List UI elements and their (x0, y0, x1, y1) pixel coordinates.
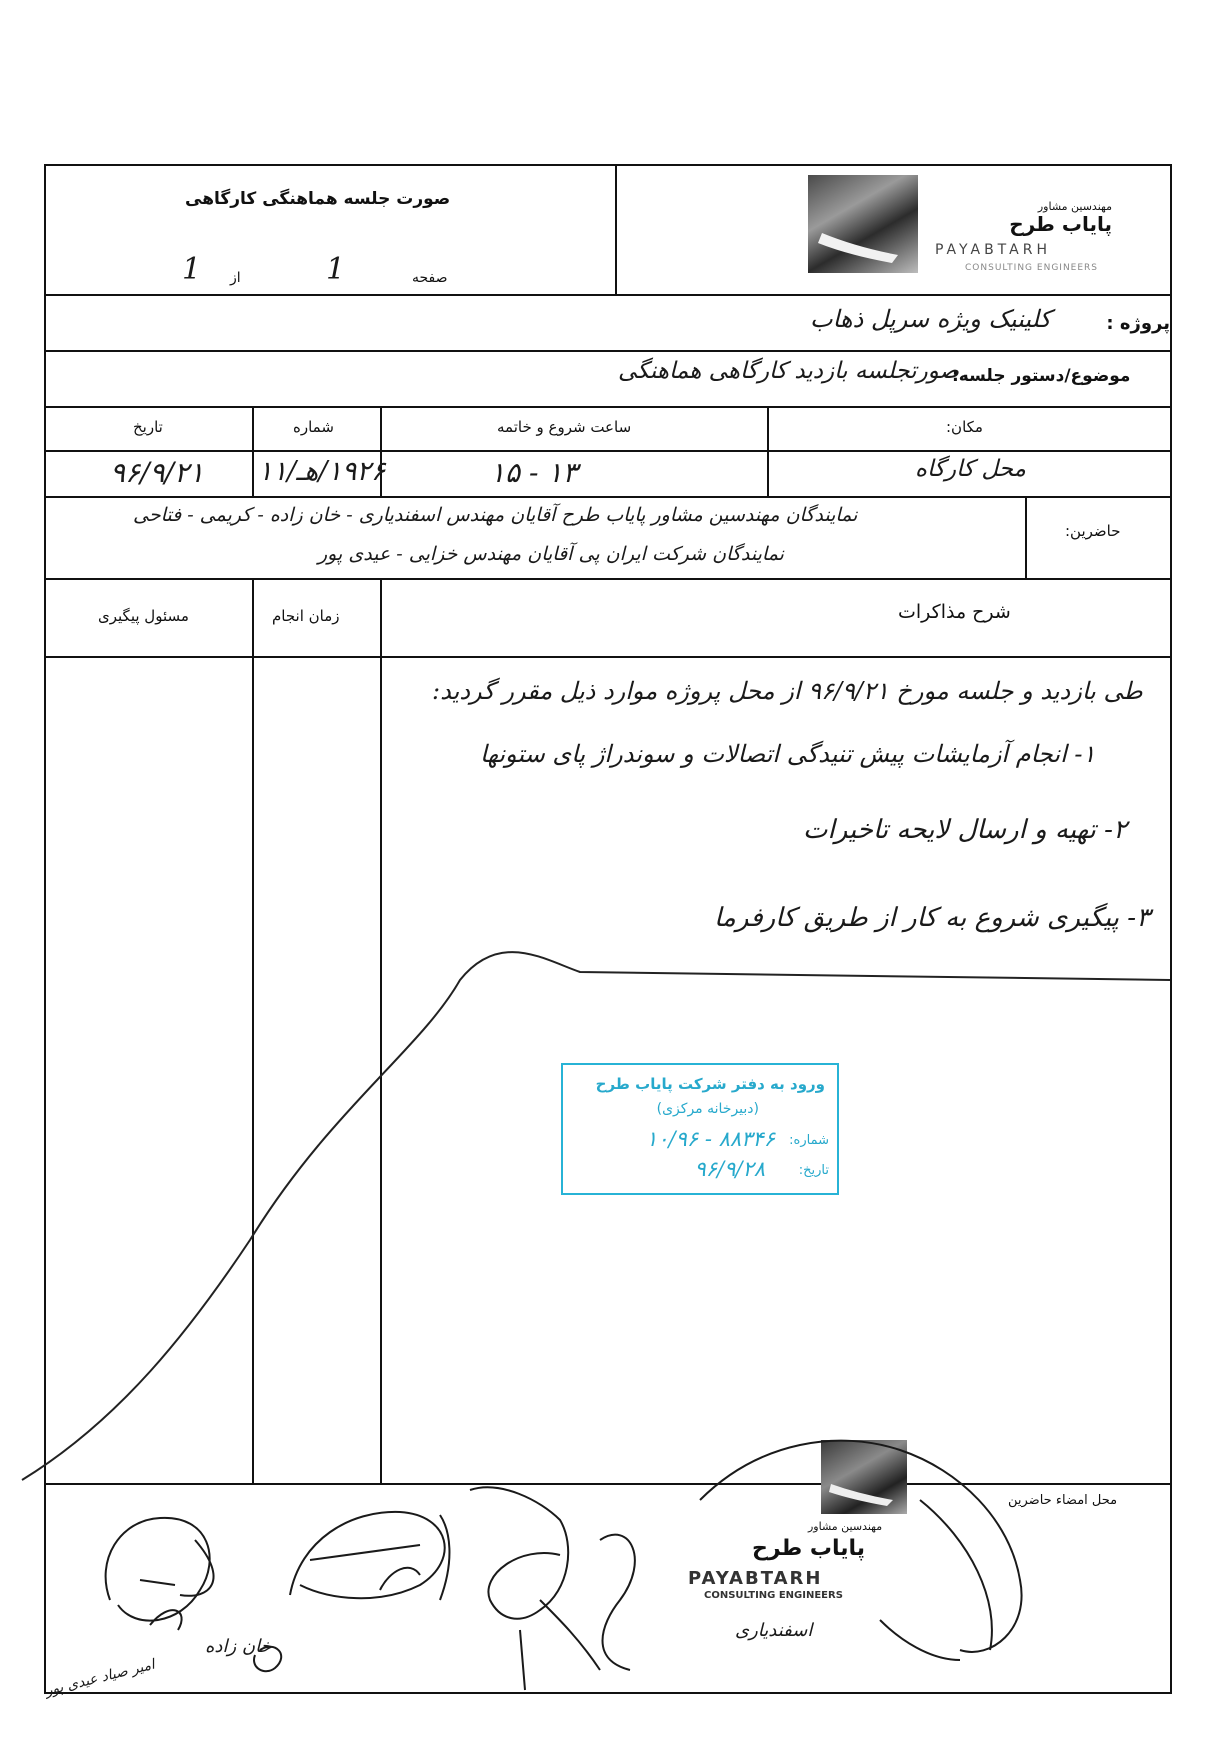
signature-name-1: خان زاده (205, 1636, 272, 1657)
responsible-header: مسئول پیگیری (98, 607, 189, 625)
project-label: پروژه : (1106, 313, 1170, 334)
divider-meta-1 (252, 406, 254, 496)
attendees-label: حاضرین: (1065, 522, 1121, 540)
subject-label: موضوع/دستور جلسه: (952, 366, 1131, 386)
logo-subtitle-en: CONSULTING ENGINEERS (965, 263, 1099, 273)
note-item-2: ۲- تهیه و ارسال لایحه تاخیرات (803, 815, 1127, 845)
logo-tagline: مهندسین مشاور (1037, 200, 1112, 213)
date-value: ۹۶/۹/۲۱ (110, 456, 205, 489)
divider-project (44, 350, 1172, 352)
divider-attendees (44, 578, 1172, 580)
divider-signatures (44, 1483, 1172, 1485)
divider-meta-3 (767, 406, 769, 496)
stamp-subtitle: (دبیرخانه مرکزی) (656, 1101, 759, 1117)
signature-logo-name-en: PAYABTARH (688, 1568, 823, 1589)
deadline-header: زمان انجام (272, 607, 340, 625)
discussion-header: شرح مذاکرات (898, 601, 1011, 623)
page-total: 1 (182, 252, 202, 287)
time-label: ساعت شروع و خاتمه (497, 418, 632, 436)
divider-meta-values (44, 496, 1172, 498)
of-label: از (230, 270, 241, 286)
page-number: 1 (326, 252, 346, 287)
stamp-date-value: ۹۶/۹/۲۸ (694, 1157, 765, 1181)
date-label: تاریخ (133, 418, 163, 436)
place-label: مکان: (946, 418, 983, 436)
signature-logo-subtitle-en: CONSULTING ENGINEERS (704, 1590, 843, 1601)
number-value: ۱۹۲۶/هـ/۱۱ (258, 456, 386, 487)
signatures-label: محل امضاء حاضرین (1008, 1493, 1118, 1508)
stamp-title: ورود به دفتر شرکت پایاب طرح (595, 1075, 825, 1093)
stamp-number-value: ۸۸۳۴۶ - ۱۰/۹۶ (645, 1127, 775, 1151)
time-value: ۱۳ - ۱۵ (490, 456, 578, 489)
attendees-line-2: نمایندگان شرکت ایران پی آقایان مهندس خزایی - عیدی پور (318, 543, 784, 565)
divider-table-2 (380, 578, 382, 1483)
logo-name-fa: پایاب طرح (1009, 212, 1112, 236)
logo-mark-icon (808, 175, 918, 273)
notes-intro: طی بازدید و جلسه مورخ ۹۶/۹/۲۱ از محل پروژه موارد ذیل مقرر گردید: (432, 677, 1143, 705)
number-label: شماره (293, 418, 334, 436)
divider-header (44, 294, 1172, 296)
stamp-date-label: تاریخ: (798, 1163, 829, 1178)
note-item-1: ۱- انجام آزمایشات پیش تنیدگی اتصالات و سوندراژ پای ستونها (480, 740, 1096, 768)
form-title: صورت جلسه هماهنگی کارگاهی (185, 189, 451, 209)
signature-logo-tagline: مهندسین مشاور (808, 1520, 883, 1533)
divider-meta-labels (44, 450, 1172, 452)
stamp-number-label: شماره: (789, 1133, 829, 1148)
stamp-logo-mark-icon (821, 1440, 907, 1514)
page-label: صفحه (412, 270, 448, 286)
logo-name-en: PAYABTARH (935, 242, 1051, 258)
signature-name-3: اسفندیاری (735, 1620, 813, 1641)
project-value: کلینیک ویژه سرپل ذهاب (810, 305, 1052, 333)
divider-table-1 (252, 578, 254, 1483)
signature-name-2: امیر صیاد عیدی پور (43, 1656, 157, 1700)
subject-value: صورتجلسه بازدید کارگاهی هماهنگی (618, 358, 960, 384)
divider-attendees-label (1025, 496, 1027, 578)
divider-table-header (44, 656, 1172, 658)
note-item-3: ۳- پیگیری شروع به کار از طریق کارفرما (714, 903, 1151, 933)
registration-stamp (561, 1063, 839, 1195)
signature-stamp-logo (821, 1440, 907, 1514)
attendees-line-1: نمایندگان مهندسین مشاور پایاب طرح آقایان مهندس اسفندیاری - خان زاده - کریمی - فتاحی (133, 504, 858, 526)
divider-header-logo (615, 164, 617, 294)
place-value: محل کارگاه (915, 456, 1026, 482)
divider-subject (44, 406, 1172, 408)
signature-logo-name-fa: پایاب طرح (752, 1536, 866, 1561)
payabtarh-logo (808, 175, 918, 273)
